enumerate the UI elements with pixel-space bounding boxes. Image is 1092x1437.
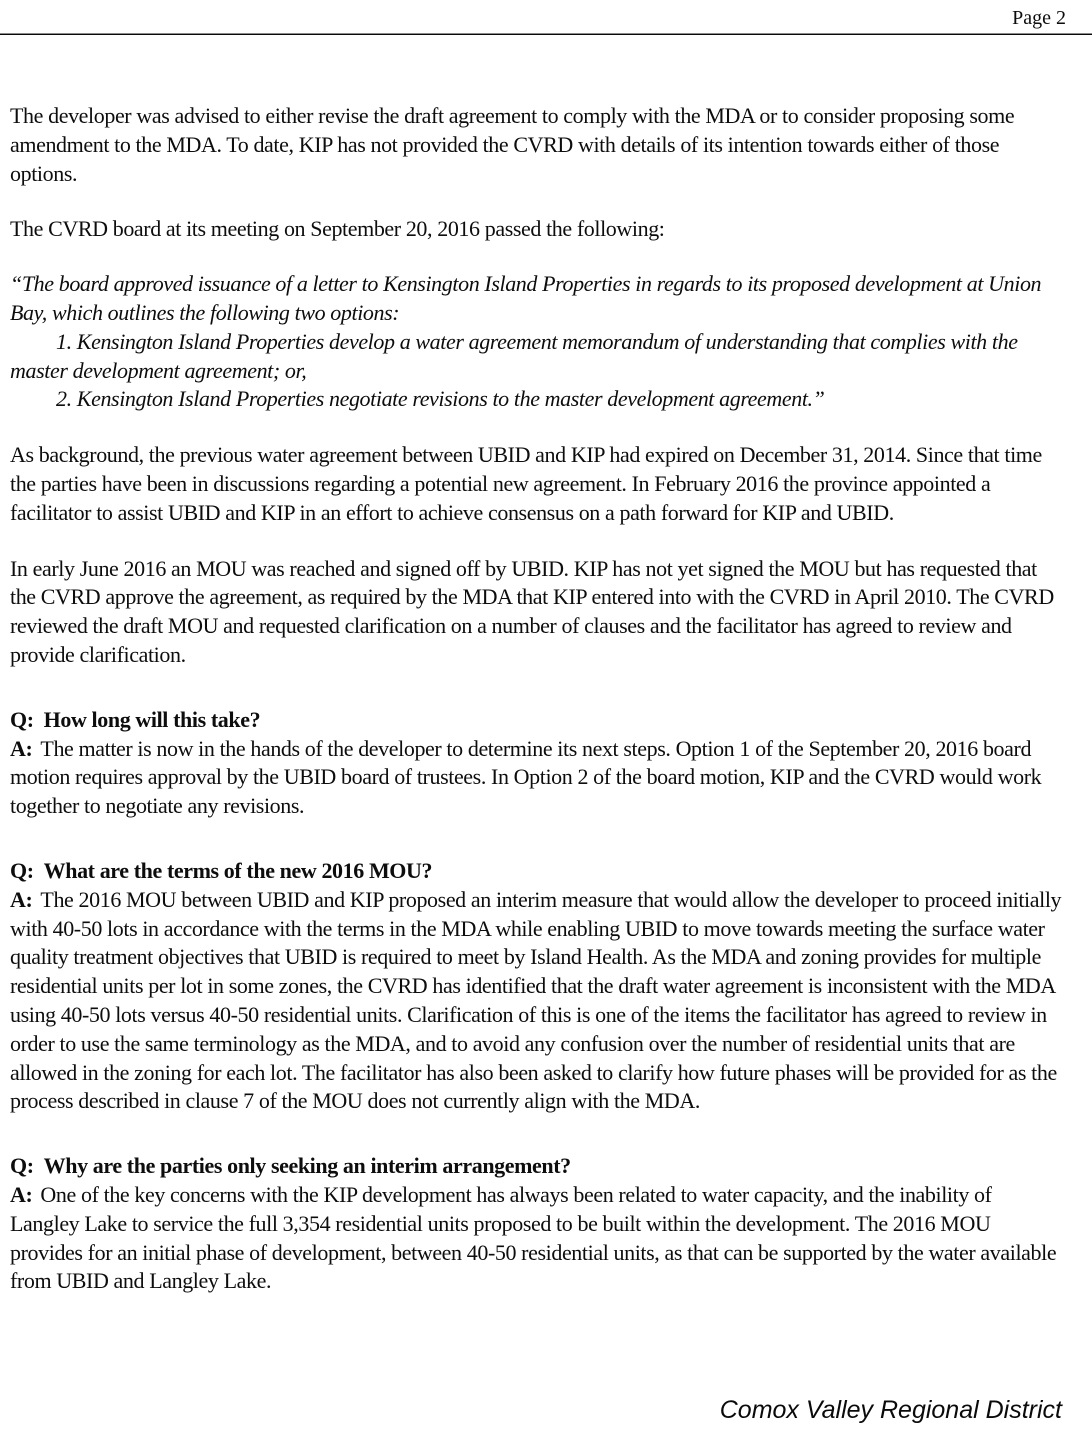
- qa-section-interim-arrangement: [10, 1152, 1064, 1296]
- answer-text: The matter is now in the hands of the developer to determine its next steps. Option 1 of the September 20, 2016 board motion requires approval by the UBID board of trustees. In Option 2 of the board motion, KIP and the CVRD would work together to negotiate any revisions.: [10, 735, 1042, 819]
- page-footer: [720, 1396, 1062, 1425]
- page-header: [0, 0, 1092, 30]
- qa-section-how-long: [10, 706, 1064, 821]
- answer-line: [10, 886, 1064, 1116]
- page-number: Page 2: [1012, 7, 1066, 29]
- board-motion-quote: [10, 270, 1064, 414]
- answer-label: A:: [10, 886, 33, 912]
- question-line: [10, 857, 1064, 886]
- header-rule: [0, 33, 1092, 35]
- answer-text: The 2016 MOU between UBID and KIP proposed an interim measure that would allow the developer to proceed initially with 40-50 lots in accordance with the terms in the MDA while enabling UBID to move towards meeting the surface water quality treatment objectives that UBID is required to meet by Island Health. As the MDA and zoning provides for multiple residential units per lot in some zones, the CVRD has identified that the draft water agreement is inconsistent with the MDA using 40-50 lots versus 40-50 residential units. Clarification of this is one of the items the facilitator has agreed to review in order to use the same terminology as the MDA, and to avoid any confusion over the number of residential units that are allowed in the zoning for each lot. The facilitator has also been asked to clarify how future phases will be provided for as the process described in clause 7 of the MOU does not currently align with the MDA.: [10, 886, 1062, 1114]
- question-label: Q:: [10, 857, 34, 883]
- document-body: [0, 102, 1092, 1296]
- answer-label: A:: [10, 1181, 33, 1207]
- question-line: [10, 1152, 1064, 1181]
- question-text: Why are the parties only seeking an interim arrangement?: [43, 1153, 571, 1179]
- paragraph-background: As background, the previous water agreement between UBID and KIP had expired on December 31, 2014. Since that time the parties have been in discussions regarding a potential new agreement. In February 2016 the province appointed a facilitator to assist UBID and KIP in an effort to achieve consensus on a path forward for KIP and UBID.: [10, 442, 1042, 525]
- qa-section-mou-terms: [10, 857, 1064, 1116]
- answer-text: One of the key concerns with the KIP development has always been related to water capacity, and the inability of Langley Lake to service the full 3,354 residential units proposed to be built within the development. The 2016 MOU provides for an initial phase of development, between 40-50 residential units, as that can be supported by the water available from UBID and Langley Lake.: [10, 1181, 1057, 1294]
- answer-line: [10, 1181, 1064, 1296]
- quote-option-2: 2. Kensington Island Properties negotiate revisions to the master development agreement.”: [56, 386, 825, 412]
- answer-line: [10, 735, 1064, 821]
- question-text: What are the terms of the new 2016 MOU?: [43, 857, 433, 883]
- org-name: Comox Valley Regional District: [719, 1396, 1062, 1425]
- quote-option-1: 1. Kensington Island Properties develop a water agreement memorandum of understanding that complies with the master development agreement; or,: [10, 328, 1018, 383]
- paragraph-board-meeting: The CVRD board at its meeting on September 20, 2016 passed the following:: [10, 216, 665, 242]
- question-label: Q:: [10, 1153, 34, 1179]
- paragraph-developer-advised: The developer was advised to either revise the draft agreement to comply with the MDA or to consider proposing some amendment to the MDA. To date, KIP has not provided the CVRD with details of its intention towards either of those options.: [10, 103, 1015, 186]
- answer-label: A:: [10, 735, 33, 761]
- question-line: [10, 706, 1064, 735]
- quote-intro: “The board approved issuance of a letter to Kensington Island Properties in regards to its proposed development at Union Bay, which outlines the following two options:: [10, 271, 1042, 325]
- question-label: Q:: [10, 706, 34, 732]
- paragraph-mou-status: In early June 2016 an MOU was reached and signed off by UBID. KIP has not yet signed the MOU but has requested that the CVRD approve the agreement, as required by the MDA that KIP entered into with the CVRD in April 2010. The CVRD reviewed the draft MOU and requested clarification on a number of clauses and the facilitator has agreed to review and provide clarification.: [10, 555, 1054, 667]
- question-text: How long will this take?: [43, 706, 261, 732]
